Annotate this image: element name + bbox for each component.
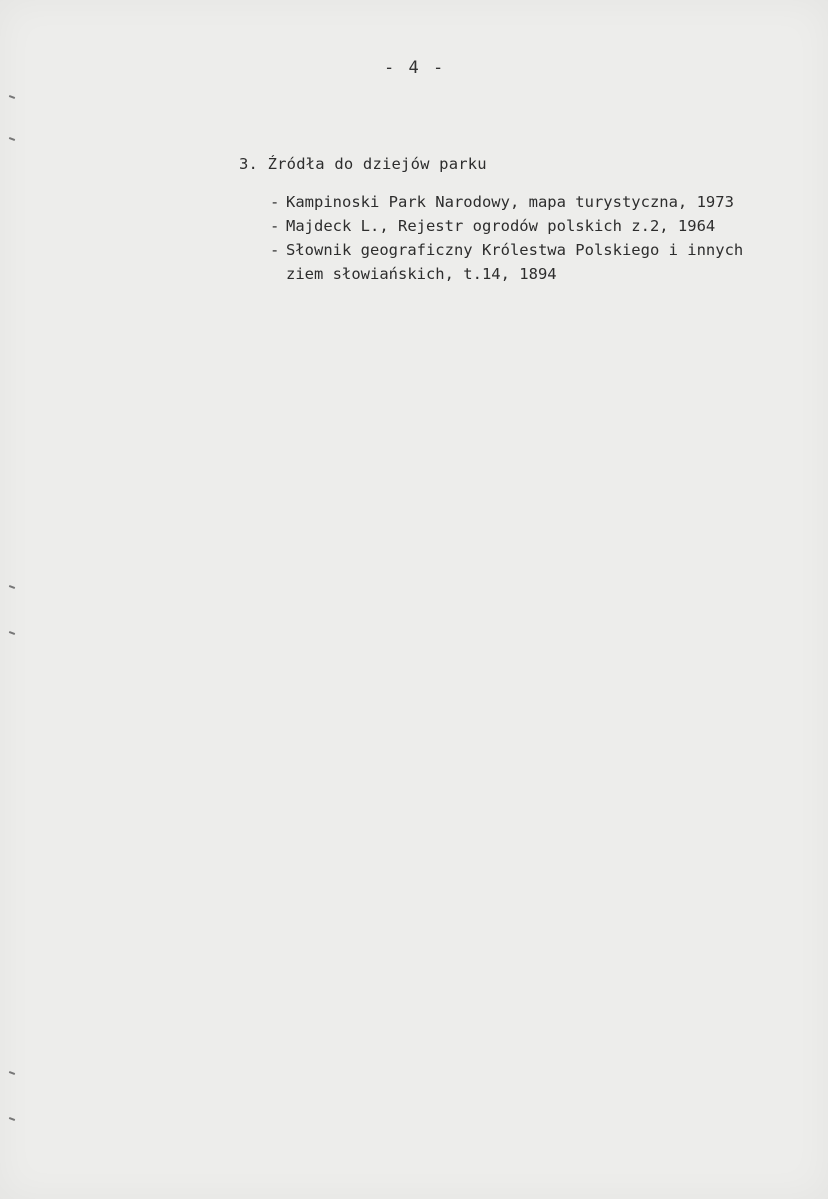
source-item xyxy=(270,238,819,286)
binder-hole-mark xyxy=(9,1071,15,1075)
binder-hole-mark xyxy=(9,137,15,141)
source-text: Kampinoski Park Narodowy, mapa turystyczna, 1973 xyxy=(286,193,734,211)
section-heading: 3. Źródła do dziejów parku xyxy=(239,155,487,173)
binder-hole-mark xyxy=(9,1117,15,1121)
page-number: - 4 - xyxy=(384,58,446,78)
list-dash: - xyxy=(270,241,280,259)
sources-section xyxy=(239,155,819,286)
source-text: Słownik geograficzny Królestwa Polskiego i innych xyxy=(286,241,744,259)
source-text: Majdeck L., Rejestr ogrodów polskich z.2, 1964 xyxy=(286,217,716,235)
binder-hole-mark xyxy=(9,585,15,589)
source-item xyxy=(270,214,819,238)
list-dash: - xyxy=(270,217,280,235)
source-item xyxy=(270,190,819,214)
binder-hole-mark xyxy=(9,631,15,635)
sources-list xyxy=(239,190,819,286)
list-dash: - xyxy=(270,193,280,211)
binder-hole-mark xyxy=(9,95,15,99)
source-text-continuation: ziem słowiańskich, t.14, 1894 xyxy=(286,265,557,283)
